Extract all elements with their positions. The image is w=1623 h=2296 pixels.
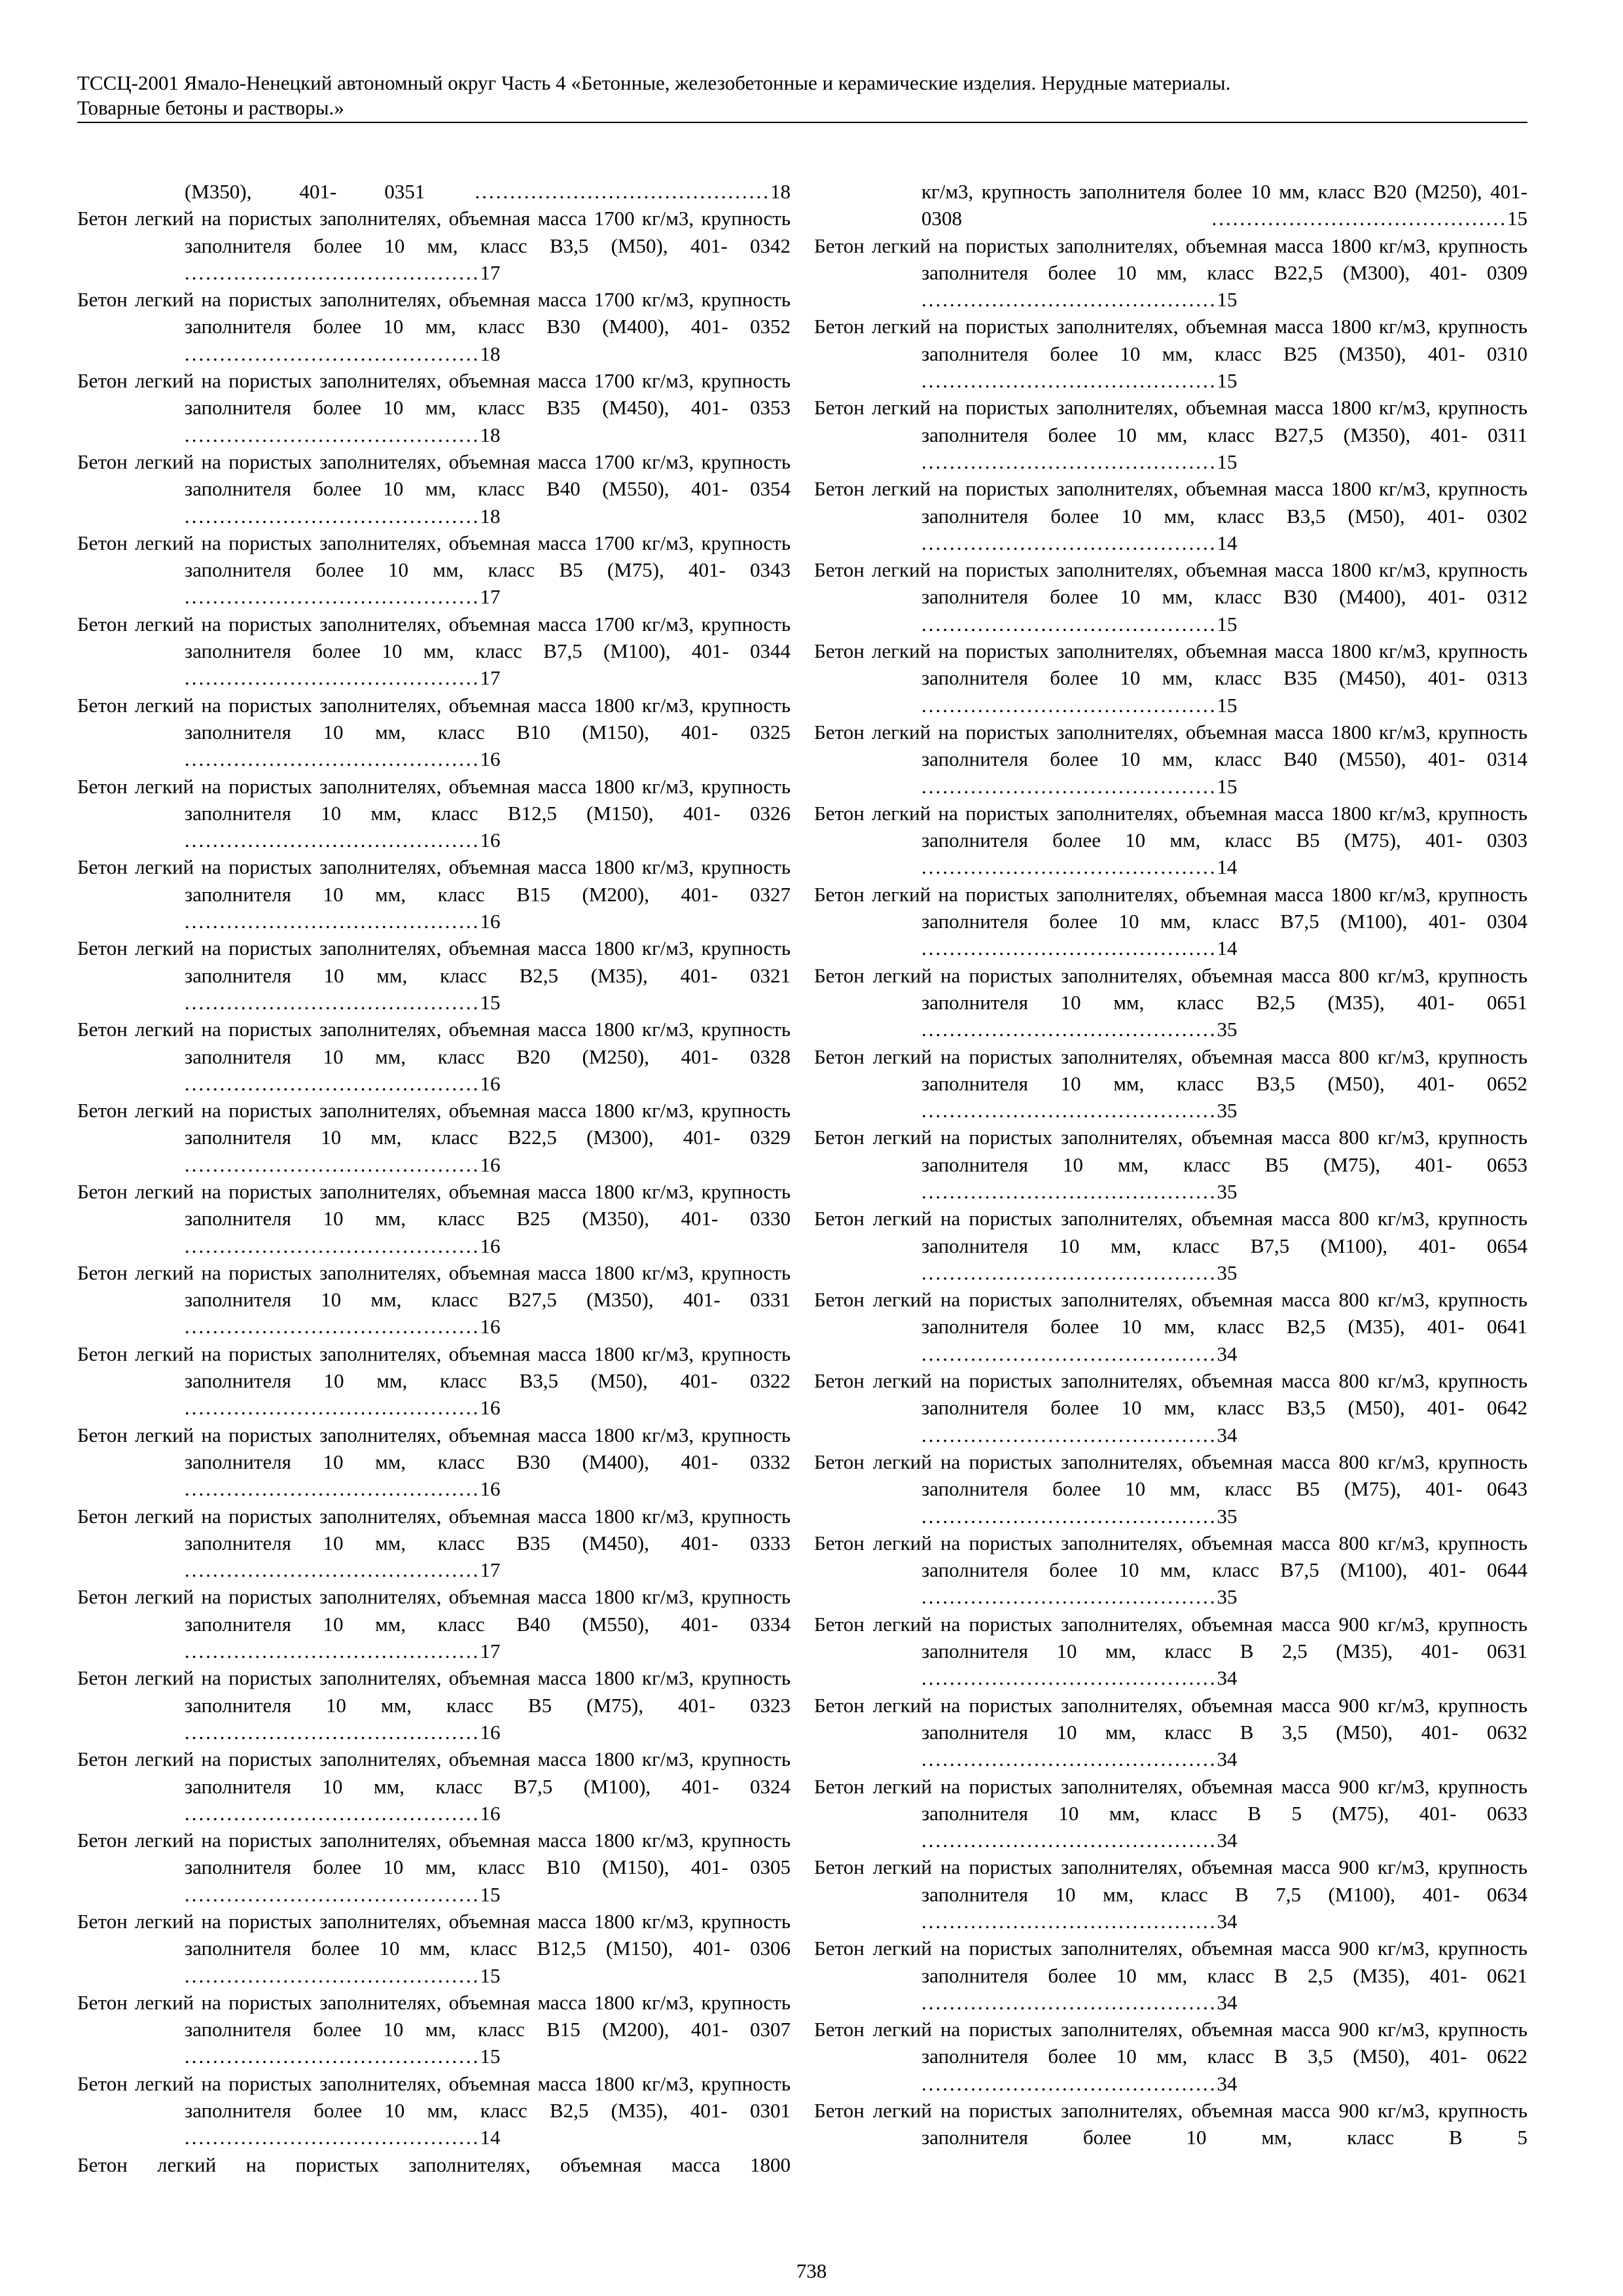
index-entry [814,1043,1527,1124]
index-entry-page: 15 [1217,774,1238,798]
dot-leader: .......................................... [185,1071,480,1095]
index-entry-text: Бетон легкий на пористых заполнителях, объемная масса 1800 кг/м3, крупность заполнителя более 10 мм, класс В22,5 (М300), 401- 0309 [814,234,1527,284]
index-entry-text: (М350), 401- 0351 [185,180,425,203]
index-entry [77,1746,791,1827]
index-entry-page: 15 [1217,288,1238,312]
index-entry-page: 18 [770,180,791,203]
index-entry-text: Бетон легкий на пористых заполнителях, объемная масса 900 кг/м3, крупность заполнителя 10 мм, класс В 7,5 (М100), 401- 0634 [814,1856,1527,1906]
index-entry-text: Бетон легкий на пористых заполнителях, объемная масса 800 кг/м3, крупность заполнителя более 10 мм, класс В3,5 (М50), 401- 0642 [814,1369,1527,1420]
dot-leader: .......................................... [921,531,1217,554]
index-entry-page: 14 [1217,937,1238,960]
index-entry-page: 35 [1217,1099,1238,1122]
index-entry-page: 17 [480,585,501,609]
dot-leader: .......................................... [921,1504,1217,1528]
dot-leader: .......................................... [185,1153,480,1176]
index-entry-text: Бетон легкий на пористых заполнителях, объемная масса 1700 кг/м3, крупность заполнителя более 10 мм, класс В35 (М450), 401- 0353 [77,369,791,420]
index-entry-text: Бетон легкий на пористых заполнителях, объемная масса 1800 кг/м3, крупность заполнителя 10 мм, класс В22,5 (М300), 401- 0329 [77,1099,791,1149]
index-entry-text: Бетон легкий на пористых заполнителях, объемная масса 1800 кг/м3, крупность заполнителя 10 мм, класс В35 (М450), 401- 0333 [77,1504,791,1554]
index-entry-text: Бетон легкий на пористых заполнителях, объемная масса 800 кг/м3, крупность заполнителя более 10 мм, класс В5 (М75), 401- 0643 [814,1450,1527,1501]
index-entry [814,2097,1527,2151]
index-entry-text: Бетон легкий на пористых заполнителях, объемная масса 1800 кг/м3, крупность заполнителя более 10 мм, класс В27,5 (М350), 401- 0311 [814,396,1527,446]
index-entry-page: 34 [1217,1910,1238,1933]
index-entry-text: Бетон легкий на пористых заполнителях, объемная масса 900 кг/м3, крупность заполнителя более 10 мм, класс В 2,5 (М35), 401- 0621 [814,1937,1527,1987]
index-entry [814,637,1527,719]
dot-leader: .......................................... [921,1748,1217,1771]
index-entry [77,935,791,1016]
index-entry-text: Бетон легкий на пористых заполнителях, объемная масса 1700 кг/м3, крупность заполнителя более 10 мм, класс В3,5 (М50), 401- 0342 [77,207,791,257]
index-entry-text: Бетон легкий на пористых заполнителях, объемная масса 1800 кг/м3, крупность заполнителя 10 мм, класс В2,5 (М35), 401- 0321 [77,937,791,987]
index-entry-page: 35 [1217,1261,1238,1284]
dot-leader: .......................................... [921,1910,1217,1933]
index-entry-text: Бетон легкий на пористых заполнителях, объемная масса 1800 кг/м3, крупность заполнителя 10 мм, класс В10 (М150), 401- 0325 [77,693,791,744]
dot-leader: .......................................... [185,1720,480,1744]
dot-leader: .......................................... [921,612,1217,636]
index-entry-page: 34 [1217,2072,1238,2095]
dot-leader: .......................................... [185,342,480,365]
dot-leader: .......................................... [185,585,480,609]
index-entry [77,1422,791,1503]
dot-leader: .......................................... [185,1477,480,1501]
index-entry-page: 14 [480,2126,501,2149]
index-entry-page: 16 [480,1801,501,1825]
dot-leader: .......................................... [185,666,480,690]
index-entry-text: Бетон легкий на пористых заполнителях, объемная масса 800 кг/м3, крупность заполнителя более 10 мм, класс В7,5 (М100), 401- 0644 [814,1531,1527,1582]
index-entry [77,1259,791,1340]
index-entry-text: Бетон легкий на пористых заполнителях, объемная масса 1800 кг/м3, крупность заполнителя более 10 мм, класс В25 (М350), 401- 0310 [814,315,1527,365]
index-entry [77,1827,791,1908]
dot-leader: .......................................... [921,1990,1217,2014]
header-line-2: Товарные бетоны и растворы.» [77,96,344,119]
index-entry [814,1367,1527,1448]
index-entry-page: 16 [480,1153,501,1176]
index-entry-text: Бетон легкий на пористых заполнителях, объемная масса 1700 кг/м3, крупность заполнителя более 10 мм, класс В40 (М550), 401- 0354 [77,450,791,501]
dot-leader: .......................................... [921,2072,1217,2095]
index-entry-text: Бетон легкий на пористых заполнителях, объемная масса 1800 кг/м3, крупность заполнителя 10 мм, класс В3,5 (М50), 401- 0322 [77,1342,791,1393]
index-entry-page: 34 [1217,1666,1238,1690]
dot-leader: .......................................... [185,1558,480,1582]
dot-leader: .......................................... [962,207,1507,230]
index-entry-text: Бетон легкий на пористых заполнителях, объемная масса 1800 кг/м3, крупность заполнителя более 10 мм, класс В40 (М550), 401- 0314 [814,720,1527,771]
index-entry [814,1286,1527,1367]
index-entry-text: Бетон легкий на пористых заполнителях, объемная масса 1800 кг/м3, крупность заполнителя более 10 мм, класс В10 (М150), 401- 0305 [77,1829,791,1879]
index-entry-page: 15 [480,990,501,1014]
index-entry-text: Бетон легкий на пористых заполнителях, объемная масса 1800 кг/м3, крупность заполнителя 10 мм, класс В20 (М250), 401- 0328 [77,1018,791,1068]
index-entry [814,1448,1527,1530]
dot-leader: .......................................... [185,504,480,528]
index-entry-page: 15 [1217,693,1238,717]
index-entry-text: Бетон легкий на пористых заполнителях, объемная масса 1800 кг/м3, крупность заполнителя более 10 мм, класс В3,5 (М50), 401- 0302 [814,477,1527,528]
index-entry-text: Бетон легкий на пористых заполнителях, объемная масса 1700 кг/м3, крупность заполнителя более 10 мм, класс В30 (М400), 401- 0352 [77,288,791,338]
index-entry [77,1340,791,1422]
dot-leader: .......................................... [185,910,480,933]
index-entry-page: 18 [480,423,501,446]
dot-leader: .......................................... [185,2126,480,2149]
index-entry [814,1530,1527,1611]
index-entry [814,2016,1527,2097]
dot-leader: .......................................... [185,1640,480,1663]
index-entry [77,692,791,773]
dot-leader: .......................................... [185,1396,480,1420]
dot-leader: .......................................... [921,937,1217,960]
dot-leader: .......................................... [921,855,1217,879]
index-entry-text: Бетон легкий на пористых заполнителях, объемная масса 1800 кг/м3, крупность заполнителя 10 мм, класс В40 (М550), 401- 0334 [77,1585,791,1636]
dot-leader: .......................................... [921,450,1217,473]
index-entry-text: Бетон легкий на пористых заполнителях, объемная масса 900 кг/м3, крупность заполнителя более 10 мм, класс В 5 [814,2099,1527,2149]
index-entry-page: 16 [480,910,501,933]
index-entry [77,367,791,448]
index-entry [77,448,791,529]
index-entry [77,1989,791,2070]
dot-leader: .......................................... [921,1829,1217,1852]
index-entry-page: 35 [1217,1504,1238,1528]
index-entry [814,556,1527,637]
index-entry [77,1583,791,1664]
index-entry-page: 16 [480,1396,501,1420]
index-entry-page: 16 [480,1477,501,1501]
index-entry [77,773,791,854]
index-entry-text: Бетон легкий на пористых заполнителях, объемная масса 800 кг/м3, крупность заполнителя 10 мм, класс В2,5 (М35), 401- 0651 [814,963,1527,1014]
index-entry-page: 35 [1217,1585,1238,1609]
index-entry-page: 16 [480,1315,501,1338]
index-entry-text: Бетон легкий на пористых заполнителях, объемная масса 800 кг/м3, крупность заполнителя 10 мм, класс В3,5 (М50), 401- 0652 [814,1045,1527,1095]
dot-leader: .......................................... [185,2045,480,2068]
index-entry [77,1178,791,1259]
index-entry [77,1664,791,1746]
index-entry [814,719,1527,800]
index-entry [814,1854,1527,1935]
dot-leader: .......................................... [185,990,480,1014]
index-entry-text: Бетон легкий на пористых заполнителях, объемная масса 1800 кг/м3, крупность заполнителя более 10 мм, класс В2,5 (М35), 401- 0301 [77,2072,791,2123]
index-entry-text: Бетон легкий на пористых заполнителях, объемная масса 1800 кг/м3, крупность заполнителя 10 мм, класс В27,5 (М350), 401- 0331 [77,1261,791,1312]
index-entry-page: 34 [1217,1423,1238,1446]
dot-leader: .......................................... [921,1342,1217,1365]
dot-leader: .......................................... [921,1099,1217,1122]
index-entry-page: 17 [480,260,501,284]
index-entry-page: 16 [480,1234,501,1257]
index-entry [814,1124,1527,1205]
dot-leader: .......................................... [921,1261,1217,1284]
index-entry-page: 34 [1217,1829,1238,1852]
index-entry [814,1692,1527,1773]
index-entry-text: Бетон легкий на пористых заполнителях, объемная масса 1800 кг/м3, крупность заполнителя более 10 мм, класс В5 (М75), 401- 0303 [814,801,1527,852]
index-entry-page: 18 [480,342,501,365]
index-entry [814,178,1527,232]
index-entry-page: 17 [480,1558,501,1582]
dot-leader: .......................................... [185,260,480,284]
index-entry-page: 35 [1217,1018,1238,1041]
index-entry [814,232,1527,314]
index-entry-page: 17 [480,1640,501,1663]
index-entry-text: Бетон легкий на пористых заполнителях, объемная масса 900 кг/м3, крупность заполнителя 10 мм, класс В 2,5 (М35), 401- 0631 [814,1612,1527,1663]
index-entry-text: Бетон легкий на пористых заполнителях, объемная масса 1800 кг/м3, крупность заполнителя 10 мм, класс В7,5 (М100), 401- 0324 [77,1748,791,1798]
index-entry-text: Бетон легкий на пористых заполнителях, объемная масса 1800 кг/м3, крупность заполнителя 10 мм, класс В30 (М400), 401- 0332 [77,1423,791,1473]
index-entry [77,529,791,611]
dot-leader: .......................................... [185,1234,480,1257]
index-entry [814,313,1527,394]
dot-leader: .......................................... [185,1964,480,1987]
dot-leader: .......................................... [425,180,770,203]
index-entry-text: Бетон легкий на пористых заполнителях, объемная масса 1700 кг/м3, крупность заполнителя более 10 мм, класс В7,5 (М100), 401- 0344 [77,612,791,663]
index-entry [77,853,791,935]
index-entry-text: Бетон легкий на пористых заполнителях, объемная масса 800 кг/м3, крупность заполнителя 10 мм, класс В7,5 (М100), 401- 0654 [814,1207,1527,1257]
index-entry [77,178,791,205]
index-entry [814,394,1527,475]
index-entry-text: Бетон легкий на пористых заполнителях, объемная масса 1800 кг/м3, крупность заполнителя более 10 мм, класс В35 (М450), 401- 0313 [814,639,1527,690]
index-entry [77,611,791,692]
index-entry-page: 16 [480,1071,501,1095]
index-entry-text: Бетон легкий на пористых заполнителях, объемная масса 900 кг/м3, крупность заполнителя более 10 мм, класс В 3,5 (М50), 401- 0622 [814,2018,1527,2068]
dot-leader: .......................................... [185,1882,480,1906]
index-entry [77,205,791,286]
dot-leader: .......................................... [921,774,1217,798]
index-entry-text: Бетон легкий на пористых заполнителях, объемная масса 1800 кг/м3, крупность заполнителя 10 мм, класс В12,5 (М150), 401- 0326 [77,774,791,825]
index-entry-page: 15 [480,1964,501,1987]
index-entry-page: 15 [1217,369,1238,393]
index-entry [814,1773,1527,1854]
index-entry [814,962,1527,1043]
index-entry-page: 14 [1217,855,1238,879]
index-entry-page: 15 [480,2045,501,2068]
index-entry [77,1016,791,1097]
header-divider [77,122,1527,123]
dot-leader: .......................................... [185,1801,480,1825]
index-entry-text: Бетон легкий на пористых заполнителях, объемная масса 900 кг/м3, крупность заполнителя 10 мм, класс В 5 (М75), 401- 0633 [814,1774,1527,1825]
index-entry-page: 34 [1217,1748,1238,1771]
index-entry [814,1935,1527,2016]
dot-leader: .......................................... [921,1585,1217,1609]
index-entry-page: 16 [480,747,501,771]
index-entry [77,1908,791,1989]
dot-leader: .......................................... [921,693,1217,717]
index-entry [814,1205,1527,1286]
index-entry-page: 35 [1217,1179,1238,1203]
running-header [77,71,1527,120]
index-entry [77,286,791,367]
index-entry-page: 34 [1217,1990,1238,2014]
index-entry [814,800,1527,881]
index-entry-text: Бетон легкий на пористых заполнителях, объемная масса 800 кг/м3, крупность заполнителя более 10 мм, класс В2,5 (М35), 401- 0641 [814,1288,1527,1338]
dot-leader: .......................................... [185,829,480,852]
index-entry-text: Бетон легкий на пористых заполнителях, объемная масса 1800 кг/м3, крупность заполнителя более 10 мм, класс В30 (М400), 401- 0312 [814,558,1527,609]
index-entry-text: кг/м3, крупность заполнителя более 10 мм, класс В20 (М250), 401- 0308 [921,180,1527,230]
index-entry-text: Бетон легкий на пористых заполнителях, объемная масса 1800 кг/м3, крупность заполнителя 10 мм, класс В25 (М350), 401- 0330 [77,1179,791,1230]
index-entry-page: 14 [1217,531,1238,554]
index-column-right [814,178,1527,2151]
dot-leader: .......................................... [921,1018,1217,1041]
index-entry [77,2151,791,2178]
dot-leader: .......................................... [921,288,1217,312]
page-number: 738 [796,2259,827,2282]
index-entry-page: 15 [1217,450,1238,473]
index-entry [77,1503,791,1584]
index-entry-page: 16 [480,1720,501,1744]
index-entry-page: 18 [480,504,501,528]
index-entry [77,1097,791,1178]
index-entry-page: 15 [480,1882,501,1906]
dot-leader: .......................................... [185,747,480,771]
dot-leader: .......................................... [185,1315,480,1338]
index-entry-text: Бетон легкий на пористых заполнителях, объемная масса 1800 [77,2153,791,2176]
index-entry-page: 17 [480,666,501,690]
index-entry-text: Бетон легкий на пористых заполнителях, объемная масса 1800 кг/м3, крупность заполнителя более 10 мм, класс В7,5 (М100), 401- 0304 [814,882,1527,933]
index-entry [814,1611,1527,1692]
index-entry [814,881,1527,962]
index-column-left [77,178,791,2178]
dot-leader: .......................................... [921,369,1217,393]
index-entry-text: Бетон легкий на пористых заполнителях, объемная масса 1800 кг/м3, крупность заполнителя более 10 мм, класс В12,5 (М150), 401- 0306 [77,1910,791,1960]
dot-leader: .......................................... [921,1423,1217,1446]
dot-leader: .......................................... [921,1179,1217,1203]
index-entry-text: Бетон легкий на пористых заполнителях, объемная масса 800 кг/м3, крупность заполнителя 10 мм, класс В5 (М75), 401- 0653 [814,1126,1527,1176]
index-entry-text: Бетон легкий на пористых заполнителях, объемная масса 1700 кг/м3, крупность заполнителя более 10 мм, класс В5 (М75), 401- 0343 [77,531,791,582]
index-entry-text: Бетон легкий на пористых заполнителях, объемная масса 1800 кг/м3, крупность заполнителя 10 мм, класс В15 (М200), 401- 0327 [77,855,791,906]
index-entry-page: 16 [480,829,501,852]
dot-leader: .......................................... [921,1666,1217,1690]
index-entry-page: 34 [1217,1342,1238,1365]
index-entry-text: Бетон легкий на пористых заполнителях, объемная масса 1800 кг/м3, крупность заполнителя более 10 мм, класс В15 (М200), 401- 0307 [77,1990,791,2041]
index-entry-page: 15 [1217,612,1238,636]
index-entry [814,475,1527,556]
index-entry-text: Бетон легкий на пористых заполнителях, объемная масса 1800 кг/м3, крупность заполнителя 10 мм, класс В5 (М75), 401- 0323 [77,1666,791,1717]
header-line-1: ТССЦ-2001 Ямало-Ненецкий автономный округ Часть 4 «Бетонные, железобетонные и керамические изделия. Нерудные материалы. [77,71,1231,94]
index-entry-page: 15 [1507,207,1527,230]
dot-leader: .......................................... [185,423,480,446]
index-entry-text: Бетон легкий на пористых заполнителях, объемная масса 900 кг/м3, крупность заполнителя 10 мм, класс В 3,5 (М50), 401- 0632 [814,1693,1527,1744]
index-entry [77,2070,791,2151]
